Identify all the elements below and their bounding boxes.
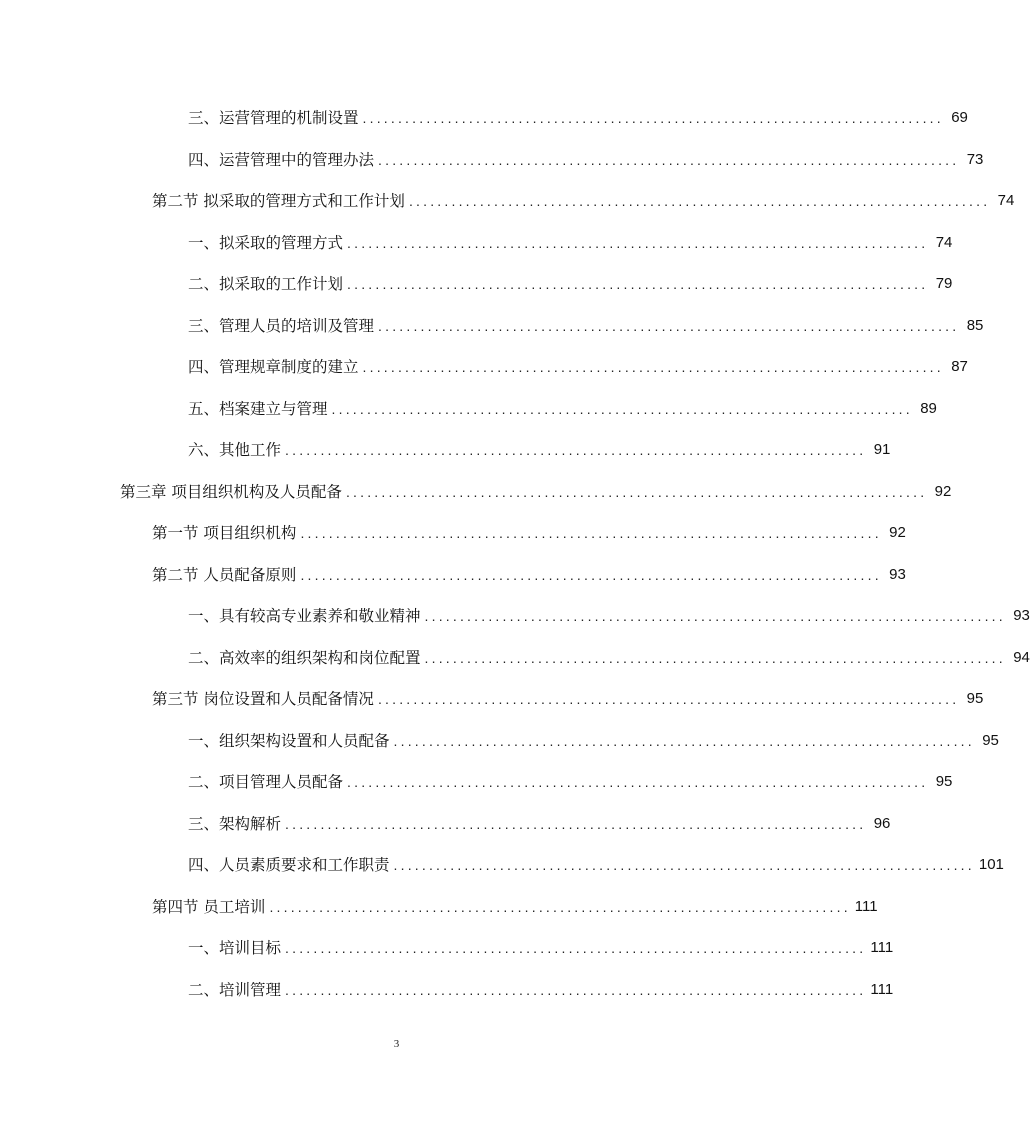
- toc-entry-title: 三、架构解析: [188, 815, 282, 833]
- toc-entry[interactable]: [152, 561, 906, 589]
- toc-entry[interactable]: [152, 519, 906, 547]
- toc-entry-page: 79: [935, 275, 953, 292]
- toc-leader-dots: ..................................................................................: [377, 691, 960, 707]
- toc-entry[interactable]: [188, 810, 891, 838]
- toc-entry-page: 92: [889, 524, 906, 541]
- toc-entry-title: 第二节 拟采取的管理方式和工作计划: [152, 192, 405, 210]
- toc-leader-dots: ..................................................................................: [393, 733, 975, 749]
- toc-entry-page: 93: [1013, 607, 1030, 624]
- toc-entry[interactable]: [188, 229, 953, 257]
- toc-entry-title: 二、培训管理: [188, 981, 282, 999]
- toc-entry[interactable]: [152, 893, 878, 921]
- toc-entry-page: 87: [951, 358, 968, 375]
- toc-leader-dots: ..................................................................................: [347, 276, 929, 292]
- toc-entry-page: 95: [982, 732, 999, 749]
- toc-entry-title: 二、高效率的组织架构和岗位配置: [188, 649, 421, 667]
- toc-leader-dots: ..................................................................................: [269, 899, 851, 915]
- toc-leader-dots: ..................................................................................: [331, 401, 913, 417]
- toc-entry-page: 89: [920, 400, 937, 417]
- toc-entry-page: 95: [935, 773, 953, 790]
- toc-entry-title: 三、运营管理的机制设置: [188, 109, 359, 127]
- toc-entry-title: 一、拟采取的管理方式: [188, 234, 344, 252]
- toc-entry-page: 74: [935, 234, 953, 251]
- toc-entry-title: 二、项目管理人员配备: [188, 773, 344, 791]
- toc-entry[interactable]: [120, 478, 952, 506]
- toc-leader-dots: ..................................................................................: [285, 816, 867, 832]
- toc-entry-title: 一、培训目标: [188, 939, 282, 957]
- toc-entry-page: 111: [854, 898, 878, 915]
- toc-entry-page: 91: [873, 441, 891, 458]
- toc-leader-dots: ..................................................................................: [345, 484, 928, 500]
- toc-entry-title: 第二节 人员配备原则: [152, 566, 297, 584]
- toc-entry[interactable]: [188, 353, 968, 381]
- toc-leader-dots: ..................................................................................: [424, 608, 1006, 624]
- toc-entry-page: 73: [966, 151, 984, 168]
- toc-entry-title: 二、拟采取的工作计划: [188, 275, 344, 293]
- toc-entry-page: 101: [978, 856, 1004, 873]
- toc-entry-page: 96: [873, 815, 891, 832]
- toc-leader-dots: ..................................................................................: [300, 567, 882, 583]
- toc-entry-title: 第三节 岗位设置和人员配备情况: [152, 690, 374, 708]
- toc-entry-title: 五、档案建立与管理: [188, 400, 328, 418]
- toc-leader-dots: ..................................................................................: [347, 235, 929, 251]
- toc-leader-dots: ..................................................................................: [408, 193, 991, 209]
- toc-entry-title: 三、管理人员的培训及管理: [188, 317, 375, 335]
- toc-entry-title: 六、其他工作: [188, 441, 282, 459]
- toc-entry[interactable]: [188, 851, 1004, 879]
- toc-entry[interactable]: [188, 395, 937, 423]
- toc-leader-dots: ..................................................................................: [285, 442, 867, 458]
- toc-entry[interactable]: [188, 768, 953, 796]
- toc-entry[interactable]: [188, 934, 894, 962]
- toc-entry-page: 95: [966, 690, 984, 707]
- toc-entry-page: 85: [966, 317, 984, 334]
- toc-entry[interactable]: [188, 602, 1030, 630]
- toc-entry-page: 93: [889, 566, 906, 583]
- toc-leader-dots: ..................................................................................: [285, 982, 867, 998]
- toc-entry-page: 111: [870, 981, 894, 998]
- toc-entry-title: 四、运营管理中的管理办法: [188, 151, 375, 169]
- toc-entry[interactable]: [188, 976, 894, 1004]
- toc-entry-title: 第一节 项目组织机构: [152, 524, 297, 542]
- toc-entry-page: 111: [870, 939, 894, 956]
- toc-entry[interactable]: [188, 104, 968, 132]
- toc-leader-dots: ..................................................................................: [393, 857, 975, 873]
- toc-entry[interactable]: [152, 685, 984, 713]
- toc-entry-page: 74: [997, 192, 1015, 209]
- toc-entry[interactable]: [188, 146, 984, 174]
- toc-entry-title: 一、具有较高专业素养和敬业精神: [188, 607, 421, 625]
- toc-leader-dots: ..................................................................................: [300, 525, 882, 541]
- toc-entry-title: 四、人员素质要求和工作职责: [188, 856, 390, 874]
- toc-entry[interactable]: [188, 644, 1030, 672]
- toc-entry-page: 92: [934, 483, 952, 500]
- toc-entry[interactable]: [188, 727, 999, 755]
- toc-leader-dots: ..................................................................................: [347, 774, 929, 790]
- toc-entry[interactable]: [152, 187, 1015, 215]
- page-number: 3: [393, 1038, 400, 1050]
- toc-entry-title: 四、管理规章制度的建立: [188, 358, 359, 376]
- toc-entry[interactable]: [188, 312, 984, 340]
- toc-leader-dots: ..................................................................................: [362, 359, 944, 375]
- toc-entry[interactable]: [188, 436, 891, 464]
- toc-entry-page: 94: [1013, 649, 1030, 666]
- toc-entry-title: 一、组织架构设置和人员配备: [188, 732, 390, 750]
- toc-entry[interactable]: [188, 270, 953, 298]
- toc-entry-title: 第四节 员工培训: [152, 898, 266, 916]
- toc-leader-dots: ..................................................................................: [362, 110, 944, 126]
- toc-leader-dots: ..................................................................................: [378, 318, 960, 334]
- toc-leader-dots: ..................................................................................: [378, 152, 960, 168]
- toc-entry-title: 第三章 项目组织机构及人员配备: [120, 483, 342, 501]
- toc-leader-dots: ..................................................................................: [285, 940, 867, 956]
- toc-leader-dots: ..................................................................................: [424, 650, 1006, 666]
- toc-entry-page: 69: [951, 109, 968, 126]
